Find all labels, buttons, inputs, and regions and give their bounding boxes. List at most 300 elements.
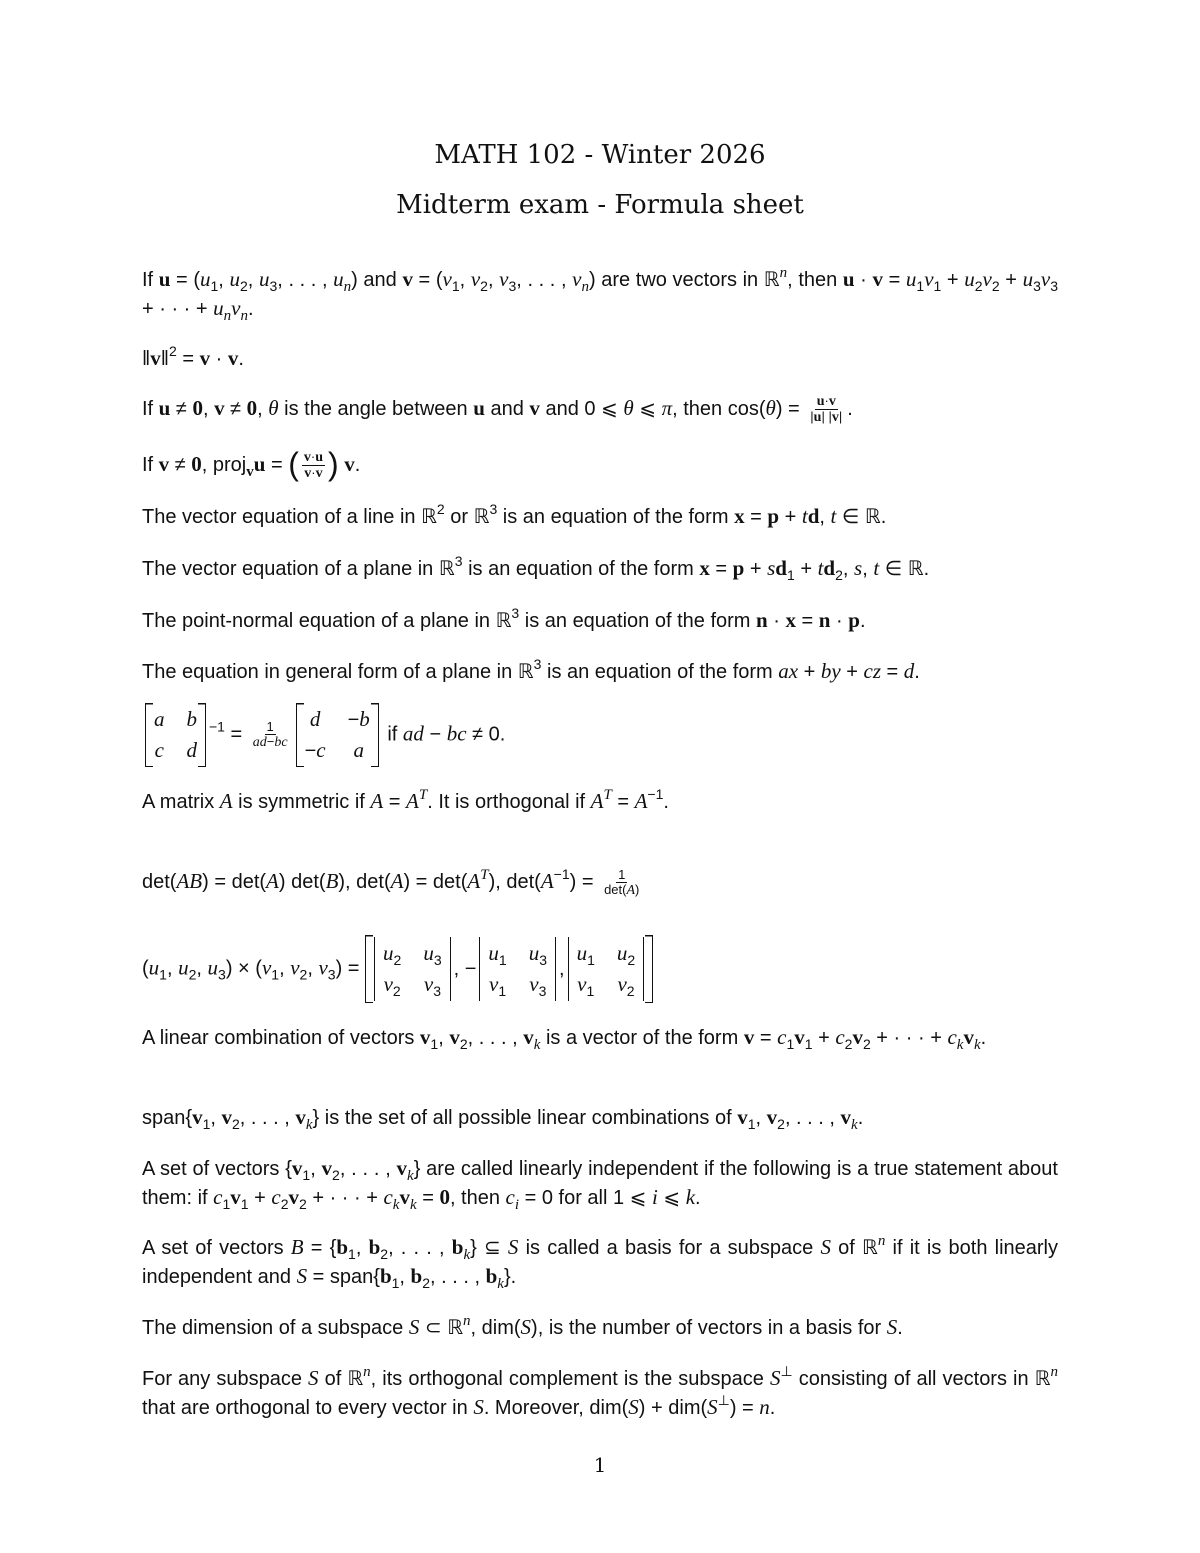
numerator (616, 868, 627, 883)
matrix-cell (423, 940, 441, 967)
text-run: , . . . , (430, 1266, 486, 1288)
text-run: . (769, 1397, 776, 1419)
text-run: · (824, 393, 829, 409)
math-variable: A (266, 869, 279, 893)
text-run: det( (142, 871, 177, 893)
math-variable: A (219, 789, 233, 813)
math-vector: d (775, 556, 787, 580)
text-run: , . . . , (339, 1158, 397, 1180)
math-vector: v (192, 1105, 203, 1129)
math-vector: u (158, 267, 171, 291)
text-run: , (257, 398, 269, 420)
math-variable: k (305, 1117, 313, 1133)
text-run: }. (503, 1266, 517, 1288)
text-run: 3 (539, 952, 547, 968)
text-run: A set of vectors (142, 1237, 291, 1259)
subscript (159, 966, 167, 982)
text-run: The vector equation of a plane in ℝ (142, 558, 455, 580)
text-run: , (196, 957, 208, 980)
text-run: 1 (498, 952, 507, 968)
math-variable: u (528, 941, 540, 965)
math-vector: 0 (246, 396, 258, 420)
text-run: , (310, 1158, 322, 1180)
math-variable: S (769, 1366, 781, 1390)
math-variable: u (905, 267, 917, 291)
text-run: | | (821, 409, 832, 425)
text-run: , (218, 269, 230, 291)
determinant (374, 937, 451, 1001)
text-run: 3 (511, 605, 520, 621)
text-run: 2 (844, 1036, 853, 1052)
text-run: that are orthogonal to every vector in (142, 1397, 474, 1419)
math-variable: c (383, 1185, 393, 1209)
math-vector: v (852, 1025, 863, 1049)
math-variable: t (801, 504, 808, 528)
text-run: 1 (348, 1246, 356, 1262)
math-variable: S (408, 1315, 420, 1339)
subscript (422, 1275, 430, 1291)
text-run: ) = (729, 1397, 760, 1419)
math-variable: v (499, 267, 509, 291)
text-run: and (484, 398, 530, 420)
text-run: The vector equation of a line in ℝ (142, 506, 437, 528)
math-vector: v (419, 1025, 431, 1049)
subscript (460, 1036, 468, 1052)
text-run: = { (303, 1237, 337, 1259)
math-vector: n (756, 608, 768, 632)
math-variable: c (213, 1185, 223, 1209)
text-run: 3 (269, 278, 278, 294)
text-run: , then (449, 1187, 506, 1209)
math-vector: v (737, 1105, 748, 1129)
superscript (603, 786, 611, 802)
superscript (647, 786, 663, 802)
math-vector: v (449, 1025, 460, 1049)
text-run: + (941, 269, 965, 291)
math-variable: θ (268, 396, 279, 420)
math-vector: u (253, 452, 266, 476)
text-run: 3 (489, 501, 498, 517)
text-run: if it is both linearly independent and (142, 1237, 1058, 1288)
denominator (251, 735, 290, 750)
math-variable: A (390, 869, 404, 893)
subscript (433, 983, 441, 999)
math-vector: v (158, 452, 170, 476)
text-run: , dim( (470, 1317, 521, 1339)
text-run: ) = det( (403, 871, 468, 893)
text-run: The point-normal equation of a plane in ℝ (142, 610, 512, 632)
text-run: ⩽ (633, 398, 662, 420)
math-variable: b (359, 707, 370, 731)
math-variable: d (903, 659, 915, 683)
text-run: − (423, 723, 447, 746)
math-variable: d (186, 738, 197, 762)
text-run: ≠ (224, 398, 247, 420)
math-variable: u (576, 941, 588, 965)
matrix-cell (488, 971, 506, 998)
text-run: + (812, 1027, 836, 1049)
math-variable: S (473, 1395, 484, 1419)
text-run: , then cos( (672, 398, 766, 420)
math-variable: S (820, 1235, 831, 1259)
math-variable: S (308, 1366, 319, 1390)
text-run: , (559, 958, 565, 980)
text-run: = (744, 506, 768, 528)
text-run: 1 (271, 966, 280, 983)
math-vector: v (766, 1105, 778, 1129)
text-run: = (709, 558, 733, 580)
matrix-cell (348, 706, 370, 733)
text-run: is symmetric if (232, 791, 371, 813)
formula-paragraph (142, 502, 1058, 531)
text-run: ), det( (338, 871, 391, 893)
text-run: . It is orthogonal if (427, 791, 591, 813)
math-variable: v (577, 972, 587, 996)
math-variable: A (467, 869, 481, 893)
text-run: . (695, 1187, 701, 1209)
formula-paragraph (142, 1364, 1058, 1422)
math-variable: bc (274, 735, 288, 750)
matrix-cell (305, 737, 326, 764)
text-run: = ( (170, 269, 200, 291)
math-variable: i (514, 1197, 520, 1213)
superscript (1051, 1363, 1059, 1379)
subscript (240, 278, 248, 294)
text-run: or ℝ (444, 506, 490, 528)
text-run: ) = det( (202, 871, 267, 893)
text-run: . (663, 791, 669, 813)
math-vector: b (379, 1264, 392, 1288)
math-vector: x (785, 608, 796, 632)
text-run: , (819, 506, 831, 528)
math-variable: k (956, 1037, 964, 1053)
math-variable: v (572, 267, 582, 291)
text-run: 1 (498, 983, 507, 999)
text-run: 2 (777, 1116, 785, 1132)
text-run: 3 (538, 983, 547, 999)
math-variable: s (767, 556, 776, 580)
denominator (302, 466, 324, 481)
math-vector: v (529, 396, 540, 420)
math-vector: v (304, 466, 312, 482)
text-run: 1 (451, 278, 460, 294)
text-run: . (897, 1317, 903, 1339)
text-run: + · · · + (306, 1187, 384, 1209)
text-run: The dimension of a subspace (142, 1317, 409, 1339)
text-run: A linear combination of vectors (142, 1027, 420, 1049)
math-variable: n (1050, 1364, 1058, 1380)
text-run: 1 (786, 567, 795, 583)
math-vector: b (451, 1235, 464, 1259)
math-variable: u (258, 267, 270, 291)
text-run: 2 (480, 278, 488, 294)
text-run: , (399, 1266, 411, 1288)
math-variable: u (333, 267, 344, 291)
subscript (348, 1246, 356, 1262)
text-run: 2 (231, 1116, 240, 1132)
numerator (302, 450, 325, 466)
math-vector: v (150, 346, 161, 370)
text-run: ) and (351, 269, 403, 291)
math-variable: c (271, 1185, 281, 1209)
math-vector: u (158, 396, 171, 420)
math-variable: v (261, 955, 272, 980)
text-run: · (830, 610, 849, 632)
math-variable: t (830, 504, 837, 528)
text-run: 1 (159, 966, 167, 983)
subscript (299, 1196, 307, 1212)
math-variable: A (590, 789, 604, 813)
subscript (224, 307, 232, 323)
math-vector: v (963, 1025, 974, 1049)
text-run: ≠ 0. (466, 723, 506, 746)
math-variable: n (759, 1395, 770, 1419)
text-run: 1 (916, 278, 925, 294)
document-title: MATH 102 - Winter 2026 (434, 140, 766, 170)
math-variable: u (200, 267, 211, 291)
math-variable: n (240, 308, 248, 324)
math-variable: u (148, 955, 160, 980)
formula-paragraph (142, 446, 1058, 482)
subscript (271, 966, 279, 982)
subscript (497, 1275, 504, 1291)
text-run: = (265, 454, 289, 476)
bracketed-vector (365, 935, 653, 1003)
text-run: If (142, 454, 159, 476)
subscript (992, 278, 1000, 294)
math-variable: s (854, 556, 863, 580)
math-variable: n (223, 308, 232, 324)
math-vector: 0 (191, 452, 202, 476)
text-run: | (810, 409, 814, 425)
text-run: , . . . , (239, 1107, 296, 1129)
text-run: = (224, 723, 248, 746)
subscript (748, 1116, 756, 1132)
math-variable: c (505, 1185, 515, 1209)
denominator (808, 410, 844, 425)
subscript (452, 278, 460, 294)
text-run: · (767, 610, 786, 632)
subscript (975, 278, 983, 294)
text-run: = (882, 269, 906, 291)
page-number: 1 (593, 1453, 607, 1477)
math-vector: x (734, 504, 745, 528)
matrix-cell (383, 940, 401, 967)
text-run: 2 (626, 983, 635, 999)
text-run: is an equation of the form (541, 661, 779, 683)
text-run: + · · · + (142, 298, 214, 320)
math-variable: k (392, 1197, 400, 1213)
text-run: ), det( (488, 871, 541, 893)
text-run: , (247, 269, 259, 291)
fraction (602, 868, 641, 898)
text-run: 2 (459, 1036, 468, 1052)
math-variable: c (777, 1025, 787, 1049)
matrix (296, 703, 379, 767)
text-run: , (842, 558, 855, 580)
math-variable: u (178, 955, 189, 980)
superscript (419, 786, 427, 802)
text-run: + (744, 558, 768, 580)
math-vector: v (321, 1156, 333, 1180)
math-variable: u (207, 955, 219, 980)
text-run: 2 (169, 343, 177, 359)
subscript (240, 307, 248, 323)
matrix-cell (488, 940, 506, 967)
text-run: is called a basis for a subspace (518, 1237, 821, 1259)
superscript (554, 866, 570, 882)
math-variable: v (318, 955, 328, 980)
math-vector: b (485, 1264, 498, 1288)
math-vector: v (344, 452, 355, 476)
text-run: 2 (392, 983, 401, 999)
text-run: span{ (142, 1107, 193, 1129)
math-variable: θ (623, 396, 634, 420)
text-run: + (999, 269, 1023, 291)
text-run: ) = (775, 398, 806, 420)
math-vector: v (246, 464, 254, 480)
subscript (332, 1167, 340, 1183)
subscript (499, 952, 507, 968)
formula-paragraph (142, 1233, 1058, 1291)
text-run: , . . . , (467, 1027, 524, 1049)
subscript (586, 983, 594, 999)
math-variable: u (964, 267, 975, 291)
math-variable: c (835, 1025, 845, 1049)
matrix-cell (187, 737, 198, 764)
subscript (410, 1196, 417, 1212)
text-run: 2 (239, 278, 248, 294)
subscript (863, 1036, 871, 1052)
math-vector: u (813, 410, 822, 426)
math-vector: v (828, 394, 836, 410)
matrix-cell (529, 940, 547, 967)
text-run: } ⊆ (470, 1237, 508, 1259)
matrix-cell (154, 737, 165, 764)
math-variable: π (661, 396, 673, 420)
text-run: = (383, 791, 407, 813)
text-run: 2 (862, 1036, 871, 1052)
text-run: ⊥ (717, 1392, 730, 1408)
text-run: 1 (430, 1036, 439, 1052)
math-variable: B (290, 1235, 304, 1259)
formula-paragraph (142, 554, 1058, 583)
text-run: ‖ (160, 348, 170, 370)
math-vector: b (368, 1235, 381, 1259)
formula-paragraph (142, 606, 1058, 635)
text-run: 2 (332, 1167, 340, 1183)
subscript (787, 567, 795, 583)
matrix-cell (423, 971, 441, 998)
superscript (780, 1363, 792, 1379)
math-variable: by (820, 659, 841, 683)
text-run: , (862, 558, 874, 580)
superscript (169, 343, 177, 359)
formula-paragraph (142, 703, 1058, 767)
math-variable: T (480, 867, 489, 883)
text-run: If (142, 269, 159, 291)
subscript (328, 966, 336, 982)
math-variable: v (470, 267, 481, 291)
text-run: − (304, 740, 317, 762)
text-run: 3 (218, 966, 226, 983)
text-run: 2 (188, 966, 197, 983)
text-run: ) (635, 881, 640, 897)
text-run: 1 (747, 1116, 756, 1132)
math-variable: v (231, 296, 241, 320)
subscript (587, 952, 595, 968)
math-variable: u (1022, 267, 1034, 291)
text-run: · (311, 465, 316, 481)
math-variable: c (316, 738, 326, 762)
text-run: and 0 ⩽ (539, 398, 624, 420)
math-variable: S (507, 1235, 519, 1259)
subscript (218, 966, 226, 982)
math-vector: b (336, 1235, 349, 1259)
text-run: ≠ (170, 398, 193, 420)
text-run: , (459, 269, 471, 291)
text-run: 1 (804, 1036, 813, 1052)
math-variable: u (616, 941, 628, 965)
math-variable: v (290, 955, 300, 980)
math-vector: v (396, 1156, 408, 1180)
text-run: . (859, 610, 866, 632)
text-run: . (980, 1027, 987, 1049)
text-run: 2 (974, 278, 983, 294)
math-variable: u (229, 267, 240, 291)
math-variable: u (213, 296, 224, 320)
text-run: = (176, 348, 200, 370)
math-vector: v (230, 1185, 241, 1209)
math-variable: A (626, 882, 636, 898)
text-run: = 0 for all 1 ⩽ (519, 1187, 652, 1209)
subscript (498, 983, 506, 999)
math-variable: T (603, 787, 612, 803)
subscript (777, 1116, 785, 1132)
formula-paragraph (142, 344, 1058, 373)
text-run: , its orthogonal complement is the subspace (370, 1368, 770, 1390)
text-run: = span{ (307, 1266, 380, 1288)
math-variable: n (877, 1233, 886, 1249)
math-variable: k (533, 1037, 541, 1053)
math-variable: v (982, 267, 992, 291)
text-run: 1 (202, 1116, 211, 1132)
text-run: , (355, 1237, 369, 1259)
math-variable: v (924, 267, 934, 291)
text-run: + (794, 558, 818, 580)
math-variable: n (581, 279, 589, 295)
math-variable: n (363, 1364, 371, 1380)
text-run: . (914, 661, 920, 683)
math-variable: S (520, 1315, 532, 1339)
math-vector: v (295, 1105, 306, 1129)
subscript (241, 1196, 249, 1212)
text-run: , (202, 398, 215, 420)
text-run: The equation in general form of a plane in ℝ (142, 661, 534, 683)
math-variable: k (851, 1117, 858, 1133)
text-run: is an equation of the form (497, 506, 735, 528)
math-variable: v (442, 267, 452, 291)
numerator (265, 720, 276, 735)
math-vector: d (823, 556, 836, 580)
math-variable: B (325, 869, 339, 893)
math-variable: bc (446, 721, 467, 746)
math-variable: S (886, 1315, 898, 1339)
math-variable: AB (176, 869, 203, 893)
math-variable: k (409, 1197, 417, 1213)
text-run: , then (787, 269, 843, 291)
math-variable: k (407, 1168, 414, 1184)
